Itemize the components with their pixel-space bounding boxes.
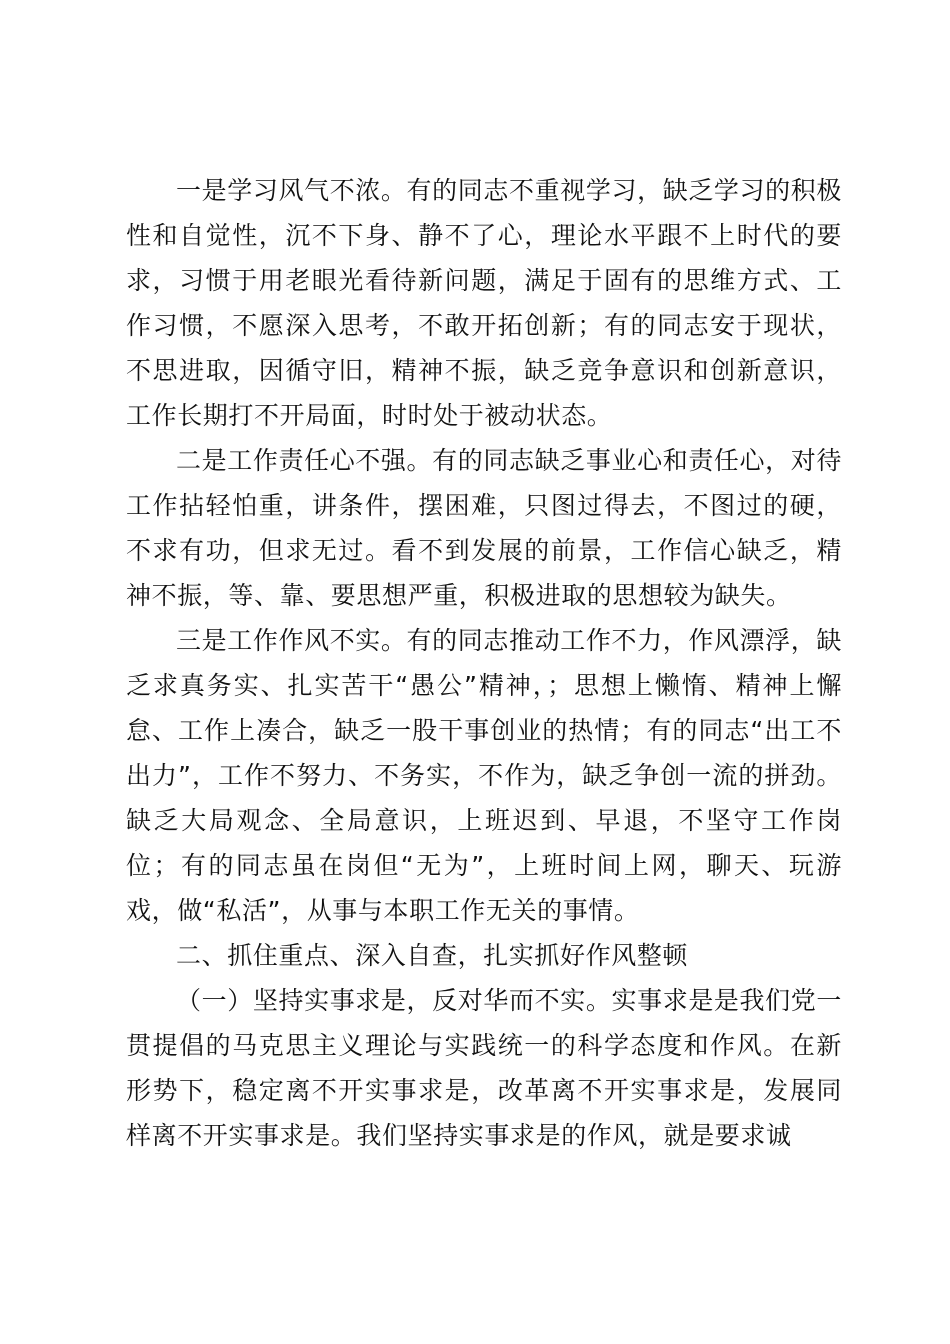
- paragraph-seek-truth: （一）坚持实事求是，反对华而不实。实事求是是我们党一贯提倡的马克思主义理论与实践统一的科学态度和作风。在新形势下，稳定离不开实事求是，改革离不开实事求是，发展同样离不开实事求是。我们坚持实事求是的作风，就是要求诚: [126, 986, 842, 1150]
- paragraph-work-style: 三是工作作风不实。有的同志推动工作不力，作风漂浮，缺乏求真务实、扎实苦干“愚公”精神，；思想上懒惰、精神上懈怠、工作上凑合，缺乏一股干事创业的热情；有的同志“出工不出力”，工作不努力、不务实，不作为，缺乏争创一流的拼劲。缺乏大局观念、全局意识，上班迟到、早退，不坚守工作岗位；有的同志虽在岗但“无为”，上班时间上网，聊天、玩游戏，做“私活”，从事与本职工作无关的事情。: [126, 626, 842, 925]
- paragraph-responsibility: 二是工作责任心不强。有的同志缺乏事业心和责任心，对待工作拈轻怕重，讲条件，摆困难，只图过得去，不图过的硬，不求有功，但求无过。看不到发展的前景，工作信心缺乏，精神不振，等、靠、要思想严重，积极进取的思想较为缺失。: [126, 446, 842, 610]
- document-body: [126, 168, 842, 1158]
- section-heading: 二、抓住重点、深入自查，扎实抓好作风整顿: [176, 941, 689, 970]
- paragraph-study-atmosphere: 一是学习风气不浓。有的同志不重视学习，缺乏学习的积极性和自觉性，沉不下身、静不了心，理论水平跟不上时代的要求，习惯于用老眼光看待新问题，满足于固有的思维方式、工作习惯，不愿深入思考，不敢开拓创新；有的同志安于现状，不思进取，因循守旧，精神不振，缺乏竞争意识和创新意识，工作长期打不开局面，时时处于被动状态。: [126, 176, 842, 430]
